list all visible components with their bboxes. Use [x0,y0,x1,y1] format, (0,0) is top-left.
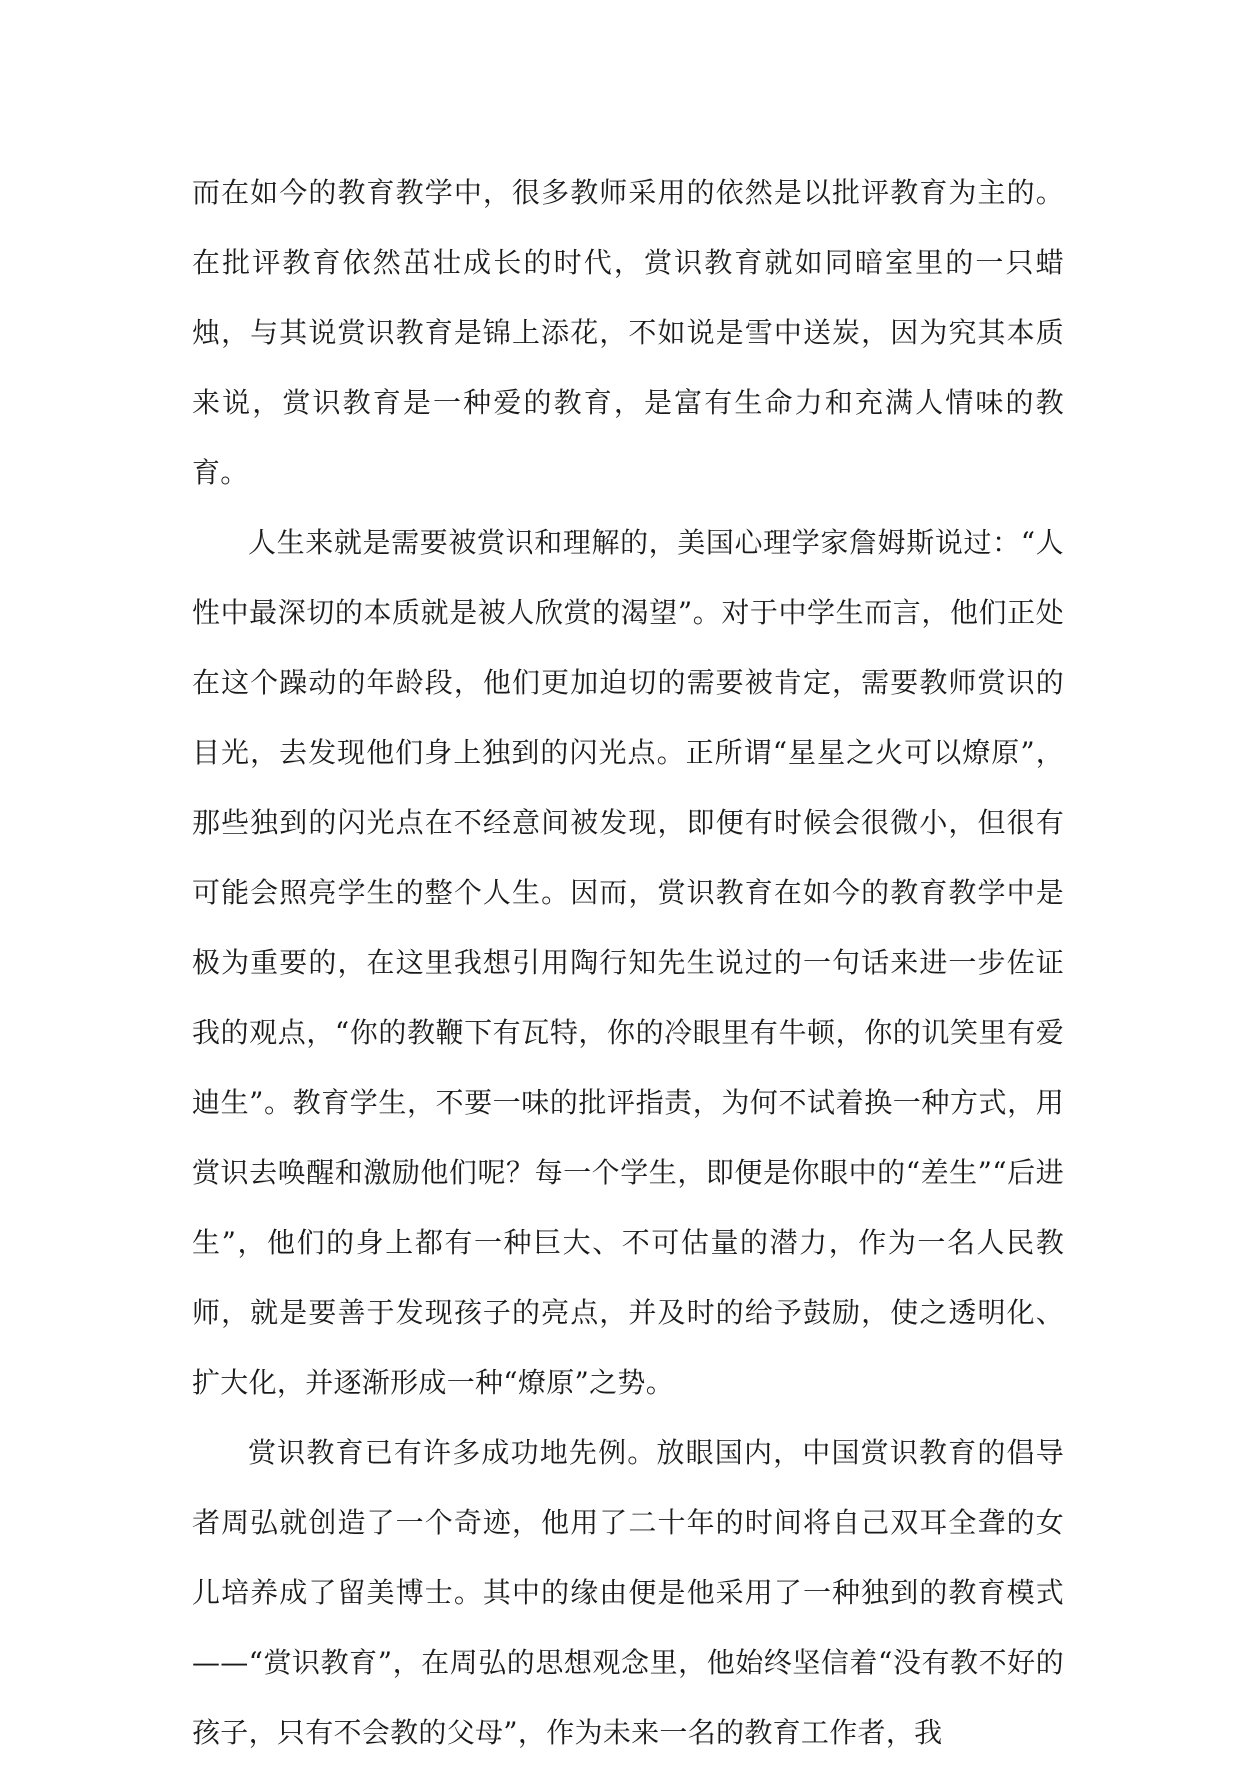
paragraph-1: 而在如今的教育教学中，很多教师采用的依然是以批评教育为主的。在批评教育依然茁壮成长的时代，赏识教育就如同暗室里的一只蜡烛，与其说赏识教育是锦上添花，不如说是雪中送炭，因为究其本质来说，赏识教育是一种爱的教育，是富有生命力和充满人情味的教育。 [192,176,1064,489]
document-body [192,158,1064,1768]
paragraph-2: 人生来就是需要被赏识和理解的，美国心理学家詹姆斯说过：“人性中最深切的本质就是被人欣赏的渴望”。对于中学生而言，他们正处在这个躁动的年龄段，他们更加迫切的需要被肯定，需要教师赏识的目光，去发现他们身上独到的闪光点。正所谓“星星之火可以燎原”，那些独到的闪光点在不经意间被发现，即便有时候会很微小，但很有可能会照亮学生的整个人生。因而，赏识教育在如今的教育教学中是极为重要的，在这里我想引用陶行知先生说过的一句话来进一步佐证我的观点，“你的教鞭下有瓦特，你的冷眼里有牛顿，你的讥笑里有爱迪生”。教育学生，不要一味的批评指责，为何不试着换一种方式，用赏识去唤醒和激励他们呢？每一个学生，即便是你眼中的“差生”“后进生”，他们的身上都有一种巨大、不可估量的潜力，作为一名人民教师，就是要善于发现孩子的亮点，并及时的给予鼓励，使之透明化、扩大化，并逐渐形成一种“燎原”之势。 [192,526,1064,1399]
paragraph-3: 赏识教育已有许多成功地先例。放眼国内，中国赏识教育的倡导者周弘就创造了一个奇迹，他用了二十年的时间将自己双耳全聋的女儿培养成了留美博士。其中的缘由便是他采用了一种独到的教育模式——“赏识教育”，在周弘的思想观念里，他始终坚信着“没有教不好的孩子，只有不会教的父母”，作为未来一名的教育工作者，我 [192,1436,1064,1749]
